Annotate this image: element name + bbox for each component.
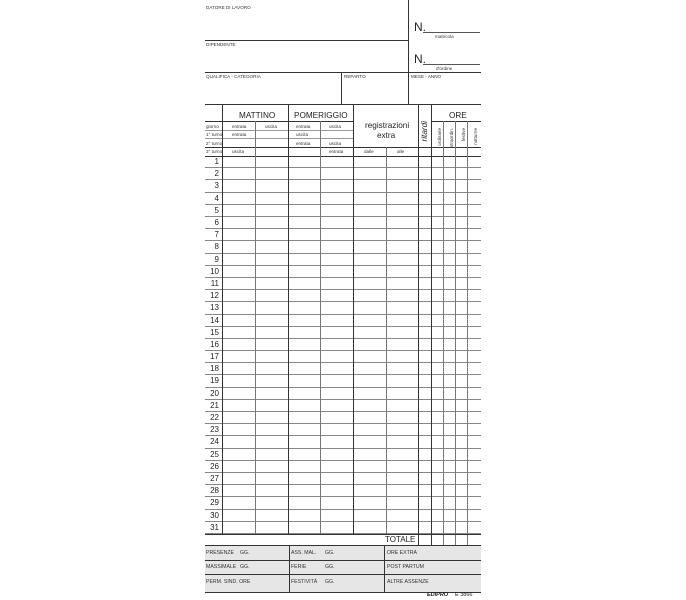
table-row [205,205,481,217]
footer-col-2 [384,546,385,592]
col-m-mid [255,121,256,534]
festivita-label: FESTIVITÀ [291,579,318,585]
subheader-line-1 [205,121,353,122]
table-row [205,400,481,412]
m-uscita-3: uscita [232,149,245,154]
col-ore-2 [455,121,456,560]
table-row [205,278,481,290]
massimale-gg: GG. [240,564,250,570]
day-number: 15 [210,327,219,337]
table-row [205,217,481,229]
table-row [205,254,481,266]
table-row [205,339,481,351]
matricola-line [423,32,480,33]
presenze-gg: GG. [240,550,250,556]
day-number: 5 [214,205,219,215]
day-number: 8 [214,242,219,252]
afternoon-header: POMERIGGIO [294,111,348,120]
altre-assenze-label: ALTRE ASSENZE [387,579,429,585]
table-row [205,168,481,180]
col-day-divider [222,104,223,534]
p-uscita-2: uscita [296,132,309,137]
day-number: 6 [214,217,219,227]
p-uscita-1: uscita [329,124,342,129]
day-number: 14 [210,315,219,325]
day-number: 17 [210,352,219,362]
table-row [205,436,481,448]
day-number: 10 [210,266,219,276]
day-number: 9 [214,254,219,264]
day-number: 25 [210,449,219,459]
day-number: 21 [210,400,219,410]
p-entrata-1: entrata [296,124,311,129]
day-number: 20 [210,388,219,398]
day-number: 12 [210,291,219,301]
employee-label: DIPENDENTE [206,42,236,47]
timecard [205,0,481,600]
header-bottom-line [205,104,481,105]
footer-row-line-1 [205,560,481,561]
table-row [205,473,481,485]
table-row [205,412,481,424]
subheader-line-2 [205,130,353,131]
matricola-label: matricola [435,34,454,39]
hour-type-notturne: notturne [473,128,478,145]
hour-type-ordinarie: ordinarie [437,128,442,146]
table-row [205,180,481,192]
day-number: 11 [210,278,219,288]
col-p-mid [320,121,321,534]
p-uscita-3: uscita [329,141,342,146]
employer-divider [205,40,408,41]
footer-col-1 [289,546,290,592]
col-p-end [353,104,354,534]
col-extra-end [418,104,419,560]
table-row [205,266,481,278]
subheader-line-4 [205,147,481,148]
extra-header-line1: registrazioni [365,121,410,130]
table-row [205,327,481,339]
ass-mal-label: ASS. MAL. [291,550,317,556]
col-ore-1 [443,121,444,560]
row-label-giorno: giorno [206,124,219,129]
number-symbol-2: N. [414,52,426,66]
col-delay-end [431,104,432,560]
table-row [205,315,481,327]
table-row [205,375,481,387]
table-row [205,497,481,509]
department-divider [341,72,342,104]
table-row [205,510,481,522]
day-number: 16 [210,339,219,349]
morning-header: MATTINO [239,111,276,120]
table-row [205,449,481,461]
extra-to: alle [397,149,405,154]
table-row [205,388,481,400]
day-number: 26 [210,461,219,471]
employer-label: DATORE DI LAVORO [206,5,251,10]
ordine-label: d'ordine [436,66,453,71]
qualification-label: QUALIFICA - CATEGORIA [206,74,261,79]
subheader-line-3 [205,138,353,139]
day-number: 29 [210,498,219,508]
festivita-gg: GG. [325,579,335,585]
row-label-turno1: 1° turno [206,132,223,137]
col-m-end [288,104,289,534]
hours-header: ORE [449,111,467,120]
presenze-label: PRESENZE [206,550,234,556]
m-entrata-1: entrata [232,124,247,129]
p-entrata-3: entrata [296,141,311,146]
table-row [205,193,481,205]
table-row [205,290,481,302]
day-number: 2 [214,169,219,179]
m-entrata-2: entrata [232,132,247,137]
day-number: 31 [210,522,219,532]
col-ore-3 [467,121,468,560]
day-number: 13 [210,303,219,313]
row-label-turno2: 2° turno [206,141,223,146]
table-row [205,485,481,497]
day-rows [205,156,481,534]
header-right-divider [408,0,409,104]
form-code: E 3866 [455,592,473,598]
table-row [205,241,481,253]
table-row [205,302,481,314]
extra-header-line2: extra [377,131,396,140]
hours-subheader-line [431,121,481,122]
ferie-gg: GG. [325,564,335,570]
department-label: REPARTO [344,74,366,79]
table-row [205,229,481,241]
p-entrata-4: entrata [329,149,344,154]
table-row [205,363,481,375]
day-number: 27 [210,474,219,484]
day-number: 24 [210,437,219,447]
day-number: 23 [210,425,219,435]
table-row [205,156,481,168]
table-row [205,351,481,363]
ore-extra-label: ORE EXTRA [387,550,417,556]
day-number: 18 [210,364,219,374]
day-number: 7 [214,230,219,240]
hour-type-straordinarie: straordin. [449,128,454,148]
extra-from: dalle [364,149,374,154]
footer-row-line-2 [205,574,481,575]
day-number: 30 [210,510,219,520]
day-number: 3 [214,181,219,191]
post-partum-label: POST PARTUM [387,564,424,570]
day-number: 4 [214,193,219,203]
ass-mal-gg: GG. [325,550,335,556]
qualification-top-line [205,72,481,73]
col-extra-mid [386,147,387,534]
delays-header: ritardi [420,121,429,142]
total-top-line [205,534,481,535]
hour-type-festive: festive [461,128,466,142]
month-year-label: MESE - ANNO [411,74,442,79]
total-label: TOTALE [385,535,416,544]
table-row [205,522,481,534]
day-number: 1 [214,157,219,166]
ferie-label: FERIE [291,564,307,570]
row-label-turno3: 3° turno [206,149,223,154]
table-row [205,461,481,473]
ordine-line [423,64,480,65]
perm-sind-label: PERM. SIND. ORE [206,579,251,585]
massimale-label: MASSIMALE [206,564,237,570]
day-number: 22 [210,413,219,423]
m-uscita-1: uscita [265,124,278,129]
day-number: 28 [210,486,219,496]
number-symbol-1: N. [414,20,426,34]
day-number: 19 [210,376,219,386]
brand-logo: EDIPRO [427,592,449,598]
table-row [205,424,481,436]
